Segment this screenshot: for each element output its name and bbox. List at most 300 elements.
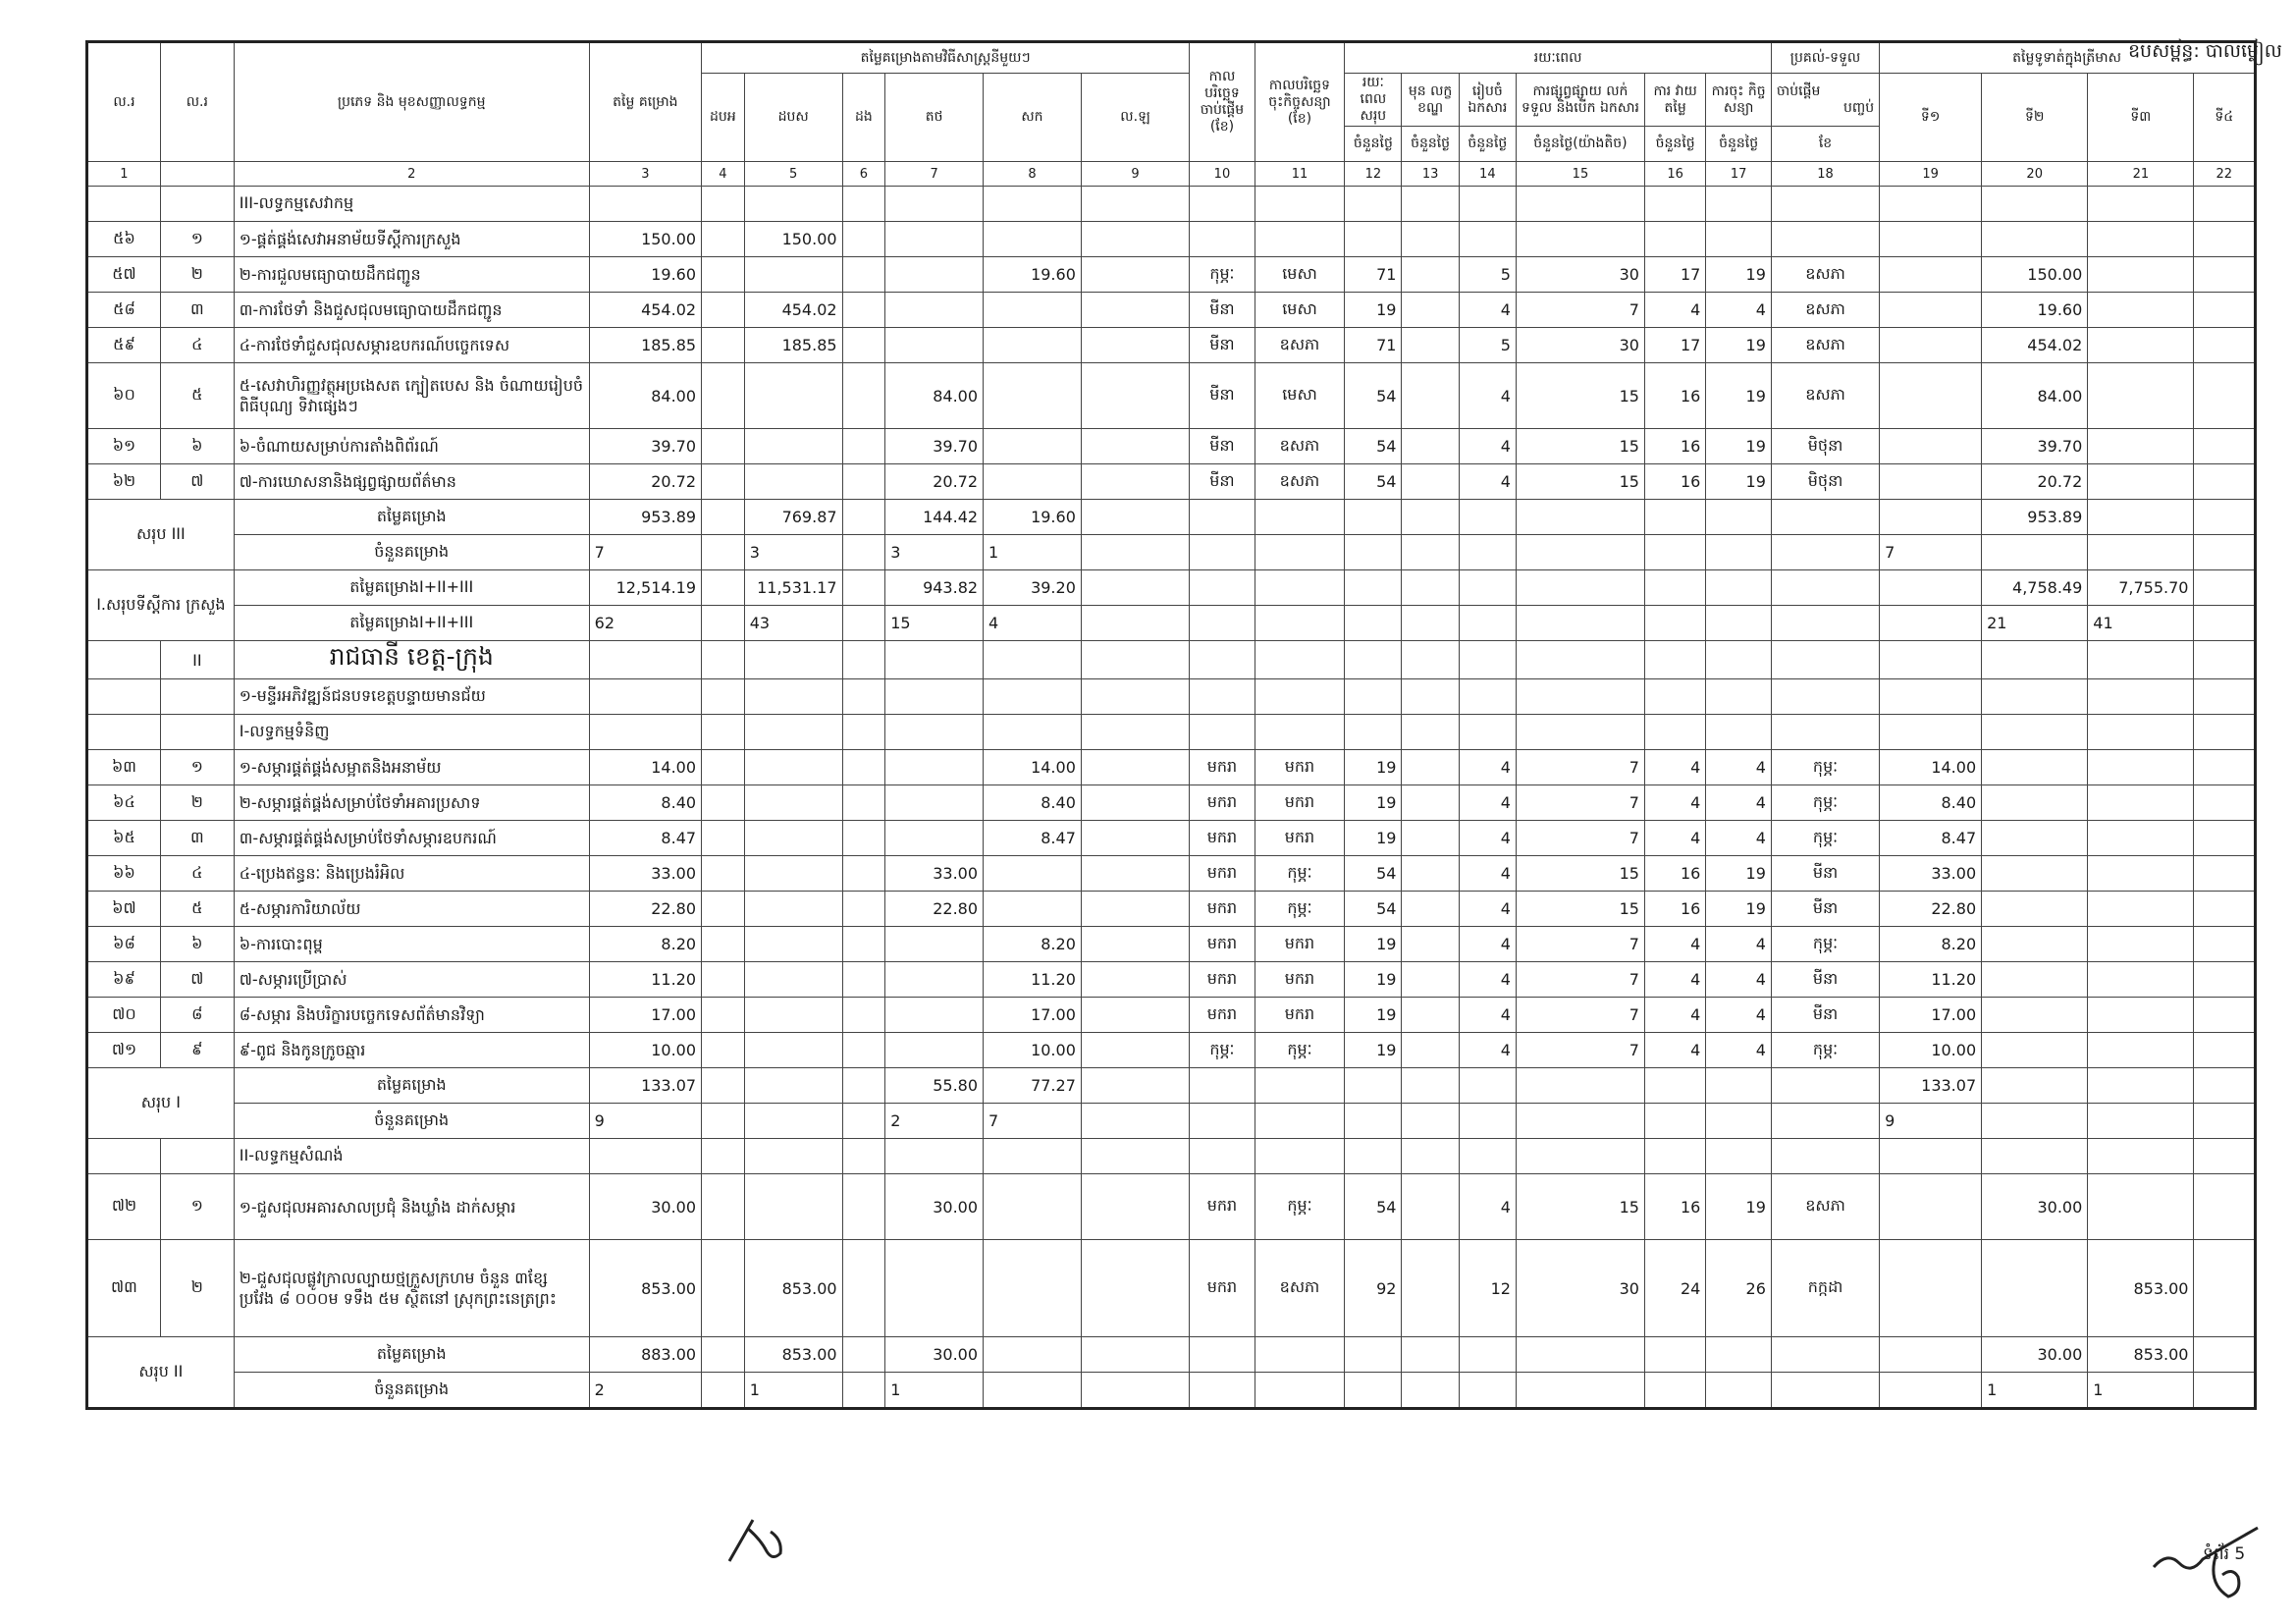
table-row: [87, 328, 2256, 363]
table-row: [87, 257, 2256, 293]
table-cell: 4: [1459, 892, 1516, 927]
table-cell: ៧: [160, 962, 234, 998]
colnum: 21: [2088, 162, 2194, 187]
table-cell: [984, 892, 1082, 927]
table-cell: 71: [1345, 328, 1402, 363]
table-cell: [1982, 962, 2088, 998]
table-cell: 4: [1644, 750, 1705, 785]
table-cell: 16: [1644, 363, 1705, 429]
table-cell: [1516, 570, 1644, 606]
table-cell: កុម្ភៈ: [1255, 1174, 1345, 1240]
table-cell: 20.72: [885, 464, 984, 500]
table-cell: [1880, 679, 1982, 715]
table-cell: 853.00: [744, 1337, 842, 1373]
table-cell: 185.85: [589, 328, 701, 363]
table-cell: [2194, 927, 2256, 962]
table-cell: 1: [885, 1373, 984, 1409]
col-header-dur1: រយៈពេល សរុប: [1345, 74, 1402, 127]
item-description: ៧-ការឃោសនានិងផ្សព្វផ្សាយព័ត៌មាន: [234, 464, 589, 500]
table-cell: 62: [589, 606, 701, 641]
table-cell: មករា: [1255, 785, 1345, 821]
table-cell: កុម្ភៈ: [1771, 821, 1879, 856]
table-cell: 4: [1644, 1033, 1705, 1068]
col-header-contract: កាលបរិច្ឆេទ ចុះកិច្ចសន្យា (ខែ): [1255, 42, 1345, 162]
table-cell: [842, 1337, 885, 1373]
table-cell: 22.80: [885, 892, 984, 927]
table-cell: [1081, 892, 1189, 927]
table-cell: 4: [1459, 464, 1516, 500]
table-cell: 8.20: [589, 927, 701, 962]
table-cell: [1081, 535, 1189, 570]
table-cell: [1516, 1104, 1644, 1139]
table-row: [87, 927, 2256, 962]
table-cell: [842, 856, 885, 892]
table-cell: 19: [1345, 962, 1402, 998]
table-cell: [984, 328, 1082, 363]
table-cell: [1644, 187, 1705, 222]
table-cell: មករា: [1255, 821, 1345, 856]
table-cell: [1255, 641, 1345, 679]
table-cell: [842, 500, 885, 535]
table-cell: [885, 962, 984, 998]
table-cell: [842, 464, 885, 500]
table-cell: មករា: [1190, 927, 1255, 962]
table-cell: 84.00: [1982, 363, 2088, 429]
table-cell: 24: [1644, 1240, 1705, 1337]
table-cell: [1459, 641, 1516, 679]
table-cell: 953.89: [1982, 500, 2088, 535]
table-cell: 17.00: [1880, 998, 1982, 1033]
table-cell: [1644, 1068, 1705, 1104]
table-cell: 77.27: [984, 1068, 1082, 1104]
col-header-src2: ដបស: [744, 74, 842, 162]
col-unit-dur1: ចំនួនថ្ងៃ: [1345, 127, 1402, 162]
table-cell: 4: [1459, 962, 1516, 998]
table-cell: [2194, 998, 2256, 1033]
table-cell: [1771, 500, 1879, 535]
table-cell: 150.00: [589, 222, 701, 257]
table-cell: [1190, 715, 1255, 750]
page-number: ទំព័រ 5: [2203, 1544, 2246, 1564]
table-cell: [1081, 363, 1189, 429]
table-cell: [1880, 1337, 1982, 1373]
item-description: ៦-ចំណាយសម្រាប់ការតាំងពិព័រណ៍: [234, 429, 589, 464]
table-cell: [744, 750, 842, 785]
table-cell: 8.40: [589, 785, 701, 821]
item-description: ៤-ការថែទាំជួសជុលសម្ភារឧបករណ៍បច្ចេកទេស: [234, 328, 589, 363]
table-cell: 43: [744, 606, 842, 641]
table-cell: 30.00: [885, 1337, 984, 1373]
table-cell: [984, 1337, 1082, 1373]
table-cell: 54: [1345, 856, 1402, 892]
colnum: 8: [984, 162, 1082, 187]
table-cell: [1402, 821, 1459, 856]
table-cell: 454.02: [744, 293, 842, 328]
table-cell: [1402, 1373, 1459, 1409]
table-cell: [1516, 1373, 1644, 1409]
table-cell: 4: [1706, 785, 1772, 821]
table-row: [87, 464, 2256, 500]
table-cell: [1880, 429, 1982, 464]
table-cell: 19: [1345, 750, 1402, 785]
table-cell: កុម្ភៈ: [1771, 750, 1879, 785]
item-description: III-លទ្ធកម្មសេវាកម្ម: [234, 187, 589, 222]
table-cell: 33.00: [885, 856, 984, 892]
table-cell: ៥៨: [87, 293, 161, 328]
table-cell: [1706, 570, 1772, 606]
table-cell: មេសា: [1255, 293, 1345, 328]
table-cell: [702, 1240, 745, 1337]
table-cell: [1771, 715, 1879, 750]
table-cell: 2: [589, 1373, 701, 1409]
table-cell: [842, 1068, 885, 1104]
table-cell: [1706, 500, 1772, 535]
table-cell: [1402, 570, 1459, 606]
table-row: [87, 679, 2256, 715]
table-cell: [2194, 328, 2256, 363]
summary-row: [87, 1104, 2256, 1139]
table-row: [87, 998, 2256, 1033]
table-cell: [1644, 500, 1705, 535]
col-group-source: តម្លៃគម្រោងតាមវិធីសាស្ត្រនីមួយៗ: [702, 42, 1190, 74]
col-unit-dur3: ចំនួនថ្ងៃ: [1459, 127, 1516, 162]
table-cell: [1880, 187, 1982, 222]
table-cell: [1255, 500, 1345, 535]
table-cell: [702, 1373, 745, 1409]
col-unit-delivery: ខែ: [1771, 127, 1879, 162]
table-cell: [1771, 187, 1879, 222]
table-cell: [2088, 679, 2194, 715]
table-cell: 4: [1644, 998, 1705, 1033]
table-cell: 4: [1459, 1033, 1516, 1068]
table-cell: [2088, 856, 2194, 892]
table-cell: [885, 293, 984, 328]
table-cell: [1982, 1240, 2088, 1337]
table-cell: [744, 785, 842, 821]
table-cell: 7: [1516, 785, 1644, 821]
table-cell: [842, 679, 885, 715]
table-cell: [1345, 1337, 1402, 1373]
table-cell: កុម្ភៈ: [1771, 785, 1879, 821]
table-cell: មេសា: [1255, 363, 1345, 429]
table-cell: [744, 1104, 842, 1139]
table-cell: 19: [1706, 328, 1772, 363]
table-cell: [702, 856, 745, 892]
table-cell: 8.40: [1880, 785, 1982, 821]
table-cell: [885, 750, 984, 785]
table-cell: [2194, 429, 2256, 464]
table-cell: [1516, 606, 1644, 641]
table-cell: 19: [1706, 856, 1772, 892]
table-cell: ១: [160, 750, 234, 785]
col-header-no1: ល.រ: [87, 42, 161, 162]
table-cell: [744, 1068, 842, 1104]
table-cell: [842, 998, 885, 1033]
summary-row: [87, 535, 2256, 570]
table-cell: [2088, 363, 2194, 429]
table-cell: [1880, 222, 1982, 257]
table-cell: [984, 429, 1082, 464]
table-cell: [1081, 998, 1189, 1033]
table-cell: 17.00: [984, 998, 1082, 1033]
table-cell: 11.20: [589, 962, 701, 998]
col-header-src6: ល.ឡ: [1081, 74, 1189, 162]
table-cell: 33.00: [589, 856, 701, 892]
table-cell: មីនា: [1190, 363, 1255, 429]
table-cell: 3: [885, 535, 984, 570]
table-cell: 15: [1516, 892, 1644, 927]
table-cell: មករា: [1190, 962, 1255, 998]
table-cell: [1880, 363, 1982, 429]
table-cell: 30: [1516, 328, 1644, 363]
table-cell: ៣: [160, 821, 234, 856]
table-cell: [1255, 679, 1345, 715]
table-cell: [87, 187, 161, 222]
table-cell: [2194, 1139, 2256, 1174]
summary-count-label: ចំនួនគម្រោង: [234, 1373, 589, 1409]
table-cell: [2194, 962, 2256, 998]
summary-count-label: ចំនួនគម្រោង: [234, 535, 589, 570]
table-cell: 12,514.19: [589, 570, 701, 606]
table-cell: [2194, 1337, 2256, 1373]
col-header-cost: តម្លៃ គម្រោង: [589, 42, 701, 162]
table-cell: ២: [160, 1240, 234, 1337]
table-cell: [1771, 1337, 1879, 1373]
table-cell: [2088, 535, 2194, 570]
colnum: 14: [1459, 162, 1516, 187]
table-cell: [744, 1174, 842, 1240]
table-cell: [589, 1139, 701, 1174]
table-cell: [1516, 715, 1644, 750]
table-cell: [842, 257, 885, 293]
table-cell: 9: [1880, 1104, 1982, 1139]
table-cell: 14.00: [984, 750, 1082, 785]
col-header-no2: ល.រ: [160, 42, 234, 162]
table-cell: [744, 927, 842, 962]
col-header-src3: ដង: [842, 74, 885, 162]
table-cell: [1516, 679, 1644, 715]
table-cell: [885, 641, 984, 679]
table-cell: [984, 1373, 1082, 1409]
table-cell: កុម្ភៈ: [1190, 1033, 1255, 1068]
table-cell: 4: [1644, 785, 1705, 821]
table-cell: 4: [1459, 856, 1516, 892]
table-cell: 853.00: [744, 1240, 842, 1337]
table-cell: 9: [589, 1104, 701, 1139]
table-cell: 21: [1982, 606, 2088, 641]
table-cell: [2088, 641, 2194, 679]
summary-label: សរុប III: [87, 500, 235, 570]
table-cell: [702, 641, 745, 679]
table-cell: [1081, 927, 1189, 962]
table-cell: [885, 679, 984, 715]
summary-row: [87, 570, 2256, 606]
table-cell: [2194, 1174, 2256, 1240]
table-cell: [1081, 1373, 1189, 1409]
table-cell: 15: [1516, 429, 1644, 464]
table-cell: [744, 962, 842, 998]
table-cell: [1255, 187, 1345, 222]
table-cell: 54: [1345, 429, 1402, 464]
colnum: 22: [2194, 162, 2256, 187]
table-cell: [702, 1068, 745, 1104]
table-cell: ៦៤: [87, 785, 161, 821]
table-cell: [702, 998, 745, 1033]
table-cell: [1880, 570, 1982, 606]
table-cell: [1880, 257, 1982, 293]
table-cell: 54: [1345, 1174, 1402, 1240]
table-cell: 39.70: [885, 429, 984, 464]
table-cell: [1771, 679, 1879, 715]
table-cell: កុម្ភៈ: [1255, 892, 1345, 927]
colnum: 20: [1982, 162, 2088, 187]
table-cell: 11.20: [1880, 962, 1982, 998]
table-cell: [842, 535, 885, 570]
table-cell: [1402, 1033, 1459, 1068]
table-cell: 84.00: [885, 363, 984, 429]
table-cell: [1081, 1174, 1189, 1240]
table-cell: [1706, 535, 1772, 570]
table-cell: 7: [1516, 293, 1644, 328]
table-cell: 144.42: [885, 500, 984, 535]
item-description: ៥-សេវាហិរញ្ញវត្ថុអប្រងេសត ក្បៀតបេស និង ចំណាយរៀបចំពិធីបុណ្យ ទិវាផ្សេងៗ: [234, 363, 589, 429]
table-cell: [1255, 1104, 1345, 1139]
table-cell: 8.47: [1880, 821, 1982, 856]
table-cell: [885, 785, 984, 821]
item-description: ២-ការជួលមធ្យោបាយដឹកជញ្ជូន: [234, 257, 589, 293]
table-cell: [1255, 1139, 1345, 1174]
table-cell: 7: [1516, 1033, 1644, 1068]
table-cell: [1982, 821, 2088, 856]
table-cell: [1459, 1139, 1516, 1174]
colnum: 18: [1771, 162, 1879, 187]
table-cell: មករា: [1190, 998, 1255, 1033]
table-cell: ៦២: [87, 464, 161, 500]
table-cell: [885, 1240, 984, 1337]
item-description: ៦-ការបោះពុម្ព: [234, 927, 589, 962]
province-heading: រាជធានី ខេត្ត-ក្រុង: [234, 641, 589, 679]
table-cell: [702, 328, 745, 363]
table-cell: 3: [744, 535, 842, 570]
table-cell: [1516, 1337, 1644, 1373]
table-cell: 11,531.17: [744, 570, 842, 606]
table-cell: [1345, 222, 1402, 257]
table-cell: [1459, 1104, 1516, 1139]
table-cell: មីនា: [1771, 998, 1879, 1033]
table-cell: 8.40: [984, 785, 1082, 821]
table-cell: 19: [1345, 293, 1402, 328]
table-cell: [1402, 535, 1459, 570]
table-cell: ៥: [160, 892, 234, 927]
table-cell: [1190, 606, 1255, 641]
table-cell: មករា: [1255, 962, 1345, 998]
table-cell: 7: [1880, 535, 1982, 570]
table-cell: [1982, 187, 2088, 222]
table-cell: [2088, 821, 2194, 856]
works-heading: II-លទ្ធកម្មសំណង់: [234, 1139, 589, 1174]
table-row: [87, 785, 2256, 821]
colnum: 15: [1516, 162, 1644, 187]
table-cell: មករា: [1190, 821, 1255, 856]
table-cell: [2088, 464, 2194, 500]
table-cell: [842, 363, 885, 429]
table-cell: 1: [744, 1373, 842, 1409]
table-cell: [589, 187, 701, 222]
table-cell: ១: [160, 222, 234, 257]
table-cell: [1516, 1139, 1644, 1174]
table-cell: [1644, 222, 1705, 257]
table-cell: [1081, 679, 1189, 715]
table-cell: 39.20: [984, 570, 1082, 606]
table-cell: [842, 715, 885, 750]
table-cell: 12: [1459, 1240, 1516, 1337]
table-cell: [2194, 222, 2256, 257]
table-cell: [702, 606, 745, 641]
col-header-q3: ទី៣: [2088, 74, 2194, 162]
table-cell: [885, 1139, 984, 1174]
table-cell: ៦៣: [87, 750, 161, 785]
table-cell: 19: [1706, 257, 1772, 293]
table-cell: 19: [1706, 363, 1772, 429]
table-cell: ៥៦: [87, 222, 161, 257]
table-cell: 4: [1459, 750, 1516, 785]
table-cell: [842, 570, 885, 606]
table-cell: មករា: [1190, 785, 1255, 821]
table-cell: [1190, 641, 1255, 679]
summary-row: [87, 1068, 2256, 1104]
item-description: ៧-សម្ភារប្រើប្រាស់: [234, 962, 589, 998]
table-cell: 55.80: [885, 1068, 984, 1104]
table-cell: [842, 962, 885, 998]
summary-label: I.សរុបទីស្តីការ ក្រសួង: [87, 570, 235, 641]
table-cell: [160, 679, 234, 715]
table-cell: 4: [1706, 1033, 1772, 1068]
table-cell: [885, 821, 984, 856]
table-cell: 16: [1644, 892, 1705, 927]
table-cell: [160, 715, 234, 750]
col-header-dur3: រៀបចំ ឯកសារ: [1459, 74, 1516, 127]
table-cell: [1982, 892, 2088, 927]
table-cell: [984, 187, 1082, 222]
table-cell: [1081, 1104, 1189, 1139]
table-cell: [1771, 1104, 1879, 1139]
table-cell: 7: [1516, 927, 1644, 962]
table-cell: ២: [160, 257, 234, 293]
table-cell: 4: [1706, 821, 1772, 856]
table-cell: [702, 429, 745, 464]
table-cell: [842, 1033, 885, 1068]
col-header-type: ប្រភេទ និង មុខសញ្ញាលទ្ធកម្ម: [234, 42, 589, 162]
table-cell: [1982, 1033, 2088, 1068]
table-cell: [1190, 187, 1255, 222]
table-cell: [1190, 500, 1255, 535]
table-cell: [1644, 1104, 1705, 1139]
table-cell: [2088, 715, 2194, 750]
table-cell: [1771, 1373, 1879, 1409]
table-cell: [1402, 927, 1459, 962]
summary-row: [87, 1373, 2256, 1409]
table-cell: [1255, 570, 1345, 606]
table-cell: 22.80: [589, 892, 701, 927]
table-cell: [1081, 328, 1189, 363]
table-cell: [2088, 1068, 2194, 1104]
delivery-end-label: បញ្ចប់: [1843, 99, 1875, 116]
table-cell: [1402, 606, 1459, 641]
table-row: [87, 363, 2256, 429]
item-description: ២-សម្ភារផ្គត់ផ្គង់សម្រាប់ថែទាំអគារប្រសាទ: [234, 785, 589, 821]
table-cell: 133.07: [1880, 1068, 1982, 1104]
table-row: [87, 750, 2256, 785]
